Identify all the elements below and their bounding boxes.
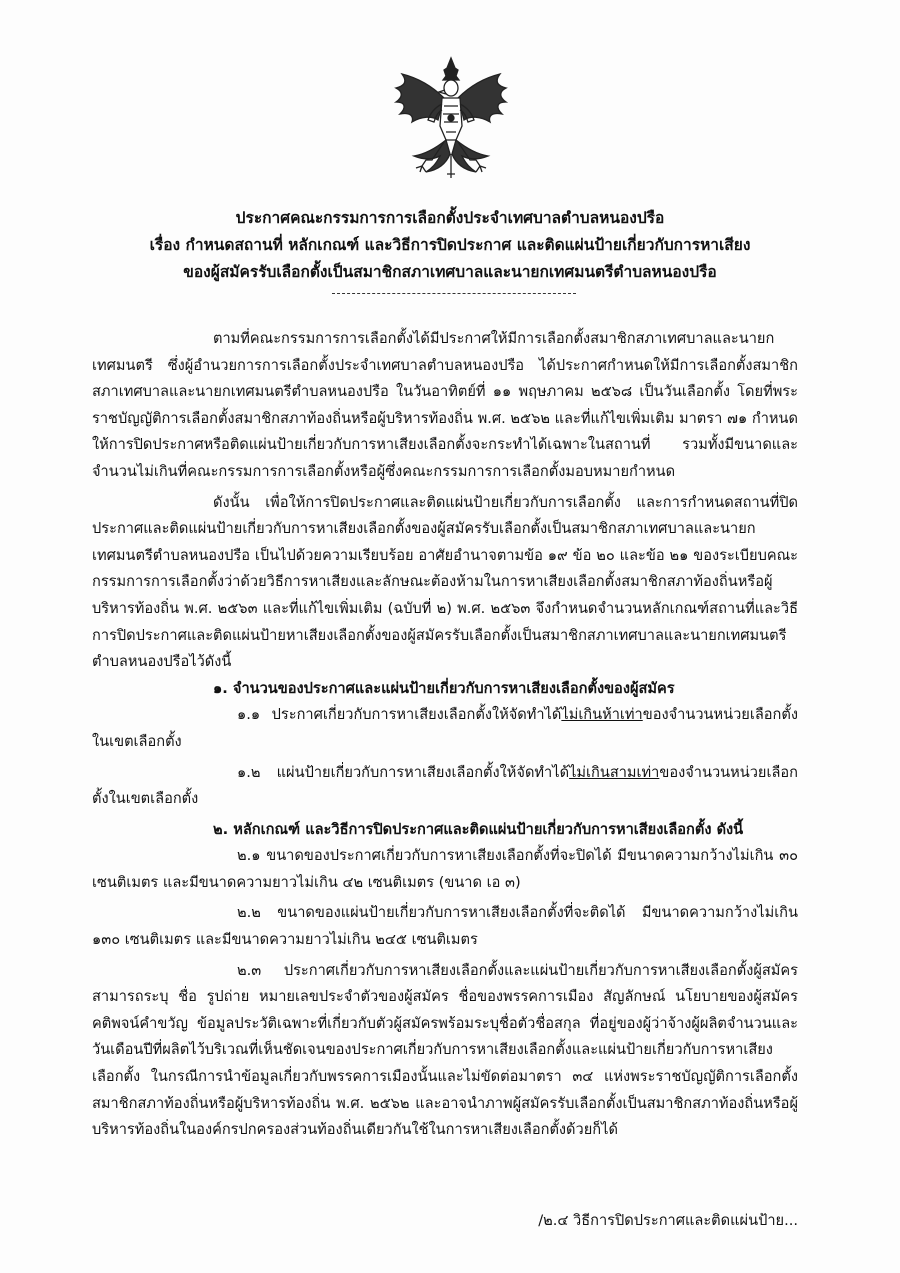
item-1-1-text: ๑.๑ ประกาศเกี่ยวกับการหาเสียงเลือกตั้งให้จัดทำได้ [237,706,562,724]
announcement-title: ประกาศคณะกรรมการการเลือกตั้งประจำเทศบาลตำบลหนองปรือ [235,209,665,227]
paragraph-background: ตามที่คณะกรรมการการเลือกตั้งได้มีประกาศให้มีการเลือกตั้งสมาชิกสภาเทศบาลและนายกเทศมนตรี ซึ่งผู้อำนวยการการเลือกตั้งประจำเทศบาลตำบลหนองปรือ ได้ประกาศกำหนดให้มีการเลือกตั้งสมาชิกสภาเทศบาลและนายกเทศมนตรีตำบลหนองปรือ ในวันอาทิตย์ที่ ๑๑ พฤษภาคม ๒๕๖๘ เป็นวันเลือกตั้ง โดยที่พระราชบัญญัติการเลือกตั้งสมาชิกสภาท้องถิ่นหรือผู้บริหารท้องถิ่น พ.ศ. ๒๕๖๒ และที่แก้ไขเพิ่มเติม มาตรา ๗๑ กำหนดให้การปิดประกาศหรือติดแผ่นป้ายเกี่ยวกับการหาเสียงเลือกตั้งจะกระทำได้เฉพาะในสถานที่ รวมทั้งมีขนาดและจำนวนไม่เกินที่คณะกรรมการการเลือกตั้งหรือผู้ซึ่งคณะกรรมการการเลือกตั้งมอบหมายกำหนด [92,330,798,480]
item-1-2-limit: ไม่เกินสามเท่า [569,763,660,781]
paragraph-authority: ดังนั้น เพื่อให้การปิดประกาศและติดแผ่นป้ายเกี่ยวกับการเลือกตั้ง และการกำหนดสถานที่ปิดประกาศและติดแผ่นป้ายเกี่ยวกับการหาเสียงเลือกตั้งของผู้สมัครรับเลือกตั้งเป็นสมาชิกสภาเทศบาลและนายกเทศมนตรีตำบลหนองปรือ เป็นไปด้วยความเรียบร้อย อาศัยอำนาจตามข้อ ๑๙ ข้อ ๒๐ และข้อ ๒๑ ของระเบียบคณะกรรมการการเลือกตั้งว่าด้วยวิธีการหาเสียงและลักษณะต้องห้ามในการหาเสียงเลือกตั้งสมาชิกสภาท้องถิ่นหรือผู้บริหารท้องถิ่น พ.ศ. ๒๕๖๓ และที่แก้ไขเพิ่มเติม (ฉบับที่ ๒) พ.ศ. ๒๕๖๓ จึงกำหนดจำนวนหลักเกณฑ์สถานที่และวิธีการปิดประกาศและติดแผ่นป้ายหาเสียงเลือกตั้งของผู้สมัครรับเลือกตั้งเป็นสมาชิกสภาเทศบาลและนายกเทศมนตรีตำบลหนองปรือไว้ดังนี้ [92,493,798,671]
item-1-2 [92,760,798,813]
item-1-2-text-end: ของจำนวนหน่วยเลือกตั้งในเขตเลือกตั้ง [92,763,798,808]
subject-line-continued: ของผู้สมัครรับเลือกตั้งเป็นสมาชิกสภาเทศบาลและนายกเทศมนตรีตำบลหนองปรือ [183,263,717,281]
item-2-3: ๒.๓ ประกาศเกี่ยวกับการหาเสียงเลือกตั้งและแผ่นป้ายเกี่ยวกับการหาเสียงเลือกตั้งผู้สมัครสามารถระบุ ชื่อ รูปถ่าย หมายเลขประจำตัวของผู้สมัคร ชื่อของพรรคการเมือง สัญลักษณ์ นโยบายของผู้สมัคร คติพจน์คำขวัญ ข้อมูลประวัติเฉพาะที่เกี่ยวกับตัวผู้สมัครพร้อมระบุชื่อตัวชื่อสกุล ที่อยู่ของผู้ว่าจ้างผู้ผลิตจำนวนและวันเดือนปีที่ผลิตไว้บริเวณที่เห็นชัดเจนของประกาศเกี่ยวกับการหาเสียงเลือกตั้งและแผ่นป้ายเกี่ยวกับการหาเสียงเลือกตั้ง ในกรณีการนำข้อมูลเกี่ยวกับพรรคการเมืองนั้นและไม่ขัดต่อมาตรา ๓๔ แห่งพระราชบัญญัติการเลือกตั้งสมาชิกสภาท้องถิ่นหรือผู้บริหารท้องถิ่น พ.ศ. ๒๕๖๒ และอาจนำภาพผู้สมัครรับเลือกตั้งเป็นสมาชิกสภาท้องถิ่นหรือผู้บริหารท้องถิ่นในองค์กรปกครองส่วนท้องถิ่นเดียวกันใช้ในการหาเสียงเลือกตั้งด้วยก็ได้ [92,961,798,1139]
item-2-2: ๒.๒ ขนาดของแผ่นป้ายเกี่ยวกับการหาเสียงเลือกตั้งที่จะติดได้ มีขนาดความกว้างไม่เกิน ๑๓๐ เซนติเมตร และมีขนาดความยาวไม่เกิน ๒๔๕ เซนติเมตร [92,904,798,949]
item-1-1 [92,702,798,755]
item-1-1-limit: ไม่เกินห้าเท่า [561,706,643,724]
garuda-emblem [392,56,510,182]
item-1-1-text-end: ของจำนวนหน่วยเลือกตั้งในเขตเลือกตั้ง [92,706,798,750]
section-1-heading: ๑. จำนวนของประกาศและแผ่นป้ายเกี่ยวกับการหาเสียงเลือกตั้งของผู้สมัคร [213,679,675,697]
item-1-2-text: ๑.๒ แผ่นป้ายเกี่ยวกับการหาเสียงเลือกตั้งให้จัดทำได้ [237,763,570,781]
subject-line: เรื่อง กำหนดสถานที่ หลักเกณฑ์ และวิธีการปิดประกาศ และติดแผ่นป้ายเกี่ยวกับการหาเสียง [149,236,751,254]
announcement-body [92,326,798,1144]
section-2-heading: ๒. หลักเกณฑ์ และวิธีการปิดประกาศและติดแผ่นป้ายเกี่ยวกับการหาเสียงเลือกตั้ง ดังนี้ [213,820,744,838]
title-divider [332,293,576,294]
item-2-1: ๒.๑ ขนาดของประกาศเกี่ยวกับการหาเสียงเลือกตั้งที่จะปิดได้ มีขนาดความกว้างไม่เกิน ๓๐ เซนติเมตร และมีขนาดความยาวไม่เกิน ๔๒ เซนติเมตร (ขนาด เอ ๓) [92,847,798,891]
continuation-note: /๒.๔ วิธีการปิดประกาศและติดแผ่นป้าย... [538,1212,798,1229]
